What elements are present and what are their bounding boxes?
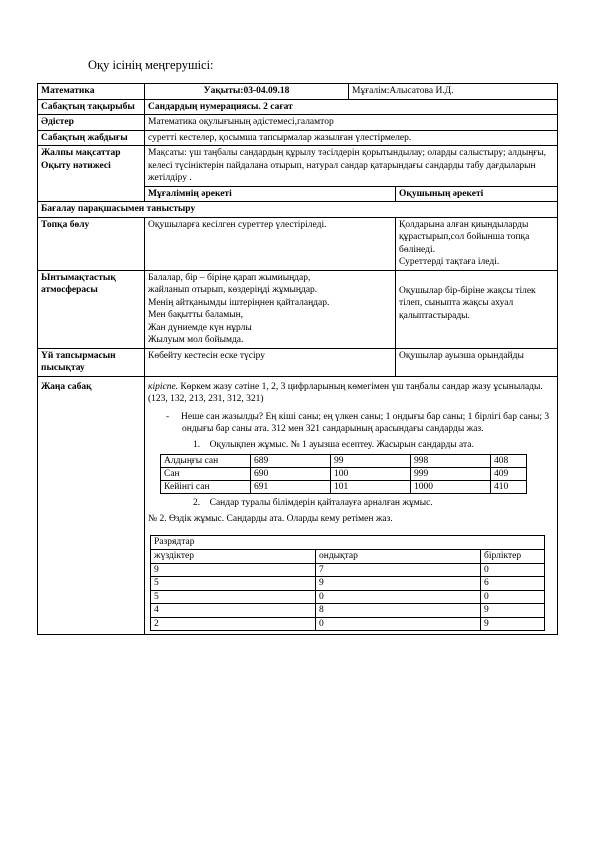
table-cell: 999 bbox=[411, 468, 491, 481]
table-cell: 9 bbox=[316, 577, 481, 591]
table-cell: 998 bbox=[411, 455, 491, 468]
goals-row bbox=[38, 146, 558, 187]
exercise-1-item bbox=[193, 439, 554, 452]
table-cell: 9 bbox=[481, 604, 545, 618]
homework-label: Үй тапсырмасын пысықтау bbox=[38, 348, 145, 376]
intro-paragraph bbox=[148, 381, 554, 406]
header-row bbox=[38, 84, 558, 100]
text-line: Балалар, бір – біріңе қарап жымиыңдар, bbox=[148, 272, 311, 283]
intro-italic: кіріспе. bbox=[148, 381, 179, 392]
exercise-2-text: № 2. Өздік жұмыс. Сандарды ата. Оларды кему ретімен жаз. bbox=[148, 513, 393, 524]
exercise-2-heading bbox=[193, 497, 554, 510]
table-cell: 689 bbox=[251, 455, 331, 468]
header-hundreds: жүздіктер bbox=[151, 550, 316, 564]
equipment-label: Сабақтың жабдығы bbox=[38, 130, 145, 146]
group-row bbox=[38, 217, 558, 270]
text-line: Жылуым мол бойымда. bbox=[148, 335, 244, 345]
table-cell: 6 bbox=[481, 577, 545, 591]
text-line: Оқушылар бір-біріне жақсы тілек тілеп, сыныпта жақсы ахуал қалыптастырады. bbox=[399, 285, 536, 321]
cooperation-teacher bbox=[145, 270, 396, 348]
table-row bbox=[151, 563, 545, 577]
group-student bbox=[396, 217, 558, 270]
table-cell: 690 bbox=[251, 468, 331, 481]
goals-label: Жалпы мақсаттар Оқыту нәтижесі bbox=[38, 146, 145, 202]
table-row bbox=[151, 590, 545, 604]
item-1-text: Оқулықпен жұмыс. № 1 ауызша есептеу. Жасырын сандарды ата. bbox=[209, 439, 474, 450]
table-cell: 7 bbox=[316, 563, 481, 577]
table-cell: 691 bbox=[251, 481, 331, 494]
table-row bbox=[161, 481, 527, 494]
section-row bbox=[38, 202, 558, 218]
text-line: Жан дүниемде күн нұрлы bbox=[148, 322, 252, 333]
text-line: Мен бақытты баламын, bbox=[148, 310, 244, 320]
group-teacher bbox=[145, 217, 396, 270]
place-value-title-row bbox=[151, 536, 545, 550]
student-activity-header: Оқушының әрекеті bbox=[396, 186, 558, 202]
methods-value: Математика оқулығының әдістемесі,галамтор bbox=[145, 115, 558, 131]
equipment-value: суретті кестелер, қосымша тапсырмалар жазылған үлестірмелер. bbox=[145, 130, 558, 146]
question-item bbox=[166, 411, 554, 436]
text-line: Суреттерді тақтаға іледі. bbox=[399, 257, 500, 267]
cooperation-label: Ынтымақтастық атмосферасы bbox=[38, 270, 145, 348]
table-cell: 5 bbox=[151, 590, 316, 604]
topic-value: Сандардың нумерациясы. 2 сағат bbox=[145, 99, 558, 115]
intro-text: Көркем жазу сәтіне 1, 2, 3 цифрларының көмегімен үш таңбалы сандар жазу ұсынылады. (123, 132, 213, 231, 312, 321) bbox=[148, 381, 543, 404]
topic-label: Сабақтың тақырыбы bbox=[38, 99, 145, 115]
table-cell: Кейінгі сан bbox=[161, 481, 251, 494]
teacher-name-cell: Мұғалім:Алысатова И.Д. bbox=[349, 84, 558, 100]
table-cell: 0 bbox=[481, 590, 545, 604]
teacher-activity-header: Мұғалімнің әрекеті bbox=[145, 186, 396, 202]
table-cell: 100 bbox=[331, 468, 411, 481]
equipment-row bbox=[38, 130, 558, 146]
text-line: Қолдарына алған қиындыларды құрастырып,сол бойынша топқа бөлінеді. bbox=[399, 219, 530, 255]
item-2-marker: 2. bbox=[193, 498, 201, 508]
lesson-plan-table bbox=[37, 83, 558, 635]
methods-row bbox=[38, 115, 558, 131]
dash-marker: - bbox=[166, 411, 170, 422]
subject-cell: Математика bbox=[38, 84, 145, 100]
text-line: Көбейту кестесін еске түсіру bbox=[148, 350, 265, 361]
new-lesson-row bbox=[38, 376, 558, 635]
new-lesson-label: Жаңа сабақ bbox=[38, 376, 145, 635]
place-value-title: Разрядтар bbox=[151, 536, 545, 550]
table-cell: Алдыңғы сан bbox=[161, 455, 251, 468]
table-row bbox=[151, 617, 545, 631]
homework-teacher bbox=[145, 348, 396, 376]
time-cell: Уақыты:03-04.09.18 bbox=[145, 84, 349, 100]
header-ones: бірліктер bbox=[481, 550, 545, 564]
table-cell: 9 bbox=[151, 563, 316, 577]
homework-student bbox=[396, 348, 558, 376]
table-row bbox=[151, 577, 545, 591]
cooperation-student bbox=[396, 270, 558, 348]
text-line: Менің айтқанымды іштеріңнен қайталаңдар. bbox=[148, 297, 330, 308]
table-cell: 8 bbox=[316, 604, 481, 618]
new-lesson-content bbox=[145, 376, 558, 635]
text-line: Оқушылар ауызша орындайды bbox=[399, 350, 524, 361]
table-cell: 0 bbox=[316, 617, 481, 631]
table-cell: 0 bbox=[316, 590, 481, 604]
place-value-header-row bbox=[151, 550, 545, 564]
item-2-text: Сандар туралы білімдерін қайталауға арналған жұмыс. bbox=[209, 498, 433, 508]
table-cell: 99 bbox=[331, 455, 411, 468]
table-cell: 9 bbox=[481, 617, 545, 631]
item-1-marker: 1. bbox=[193, 439, 201, 450]
homework-row bbox=[38, 348, 558, 376]
table-cell: 409 bbox=[491, 468, 527, 481]
place-value-table bbox=[150, 535, 545, 631]
methods-label: Әдістер bbox=[38, 115, 145, 131]
group-label: Топқа бөлу bbox=[38, 217, 145, 270]
question-text: Неше сан жазылды? Ең кіші саны; ең үлкен саны; 1 ондығы бар саны; 1 бірлігі бар саны; 3 ондығы бар саны ата. 312 мен 321 сандарының арасындағы сандарды жаз. bbox=[181, 411, 550, 434]
section-title: Бағалау парақшасымен таныстыру bbox=[38, 202, 558, 218]
number-sequence-table bbox=[160, 454, 527, 494]
goals-text: Мақсаты: үш таңбалы сандардың құрылу тәсілдерін қорытындылау; оларды салыстыру; алдыңғы, келесі түсініктерін пайдалана отырып, натурал сандар қатарындағы сандарды табу дағдыларын жетілдіру . bbox=[145, 146, 558, 187]
text-line: Оқушыларға кесілген суреттер үлестіріледі. bbox=[148, 219, 327, 230]
page-heading: Оқу ісінің меңгерушісі: bbox=[88, 58, 214, 72]
table-cell: 5 bbox=[151, 577, 316, 591]
topic-row bbox=[38, 99, 558, 115]
header-tens: ондықтар bbox=[316, 550, 481, 564]
cooperation-row bbox=[38, 270, 558, 348]
table-cell: 2 bbox=[151, 617, 316, 631]
table-cell: Сан bbox=[161, 468, 251, 481]
table-row bbox=[161, 455, 527, 468]
table-cell: 410 bbox=[491, 481, 527, 494]
table-cell: 0 bbox=[481, 563, 545, 577]
table-cell: 1000 bbox=[411, 481, 491, 494]
table-cell: 408 bbox=[491, 455, 527, 468]
table-cell: 4 bbox=[151, 604, 316, 618]
text-line: жайланып отырып, көздеріңді жұмыңдар. bbox=[148, 285, 318, 295]
table-cell: 101 bbox=[331, 481, 411, 494]
table-row bbox=[161, 468, 527, 481]
table-row bbox=[151, 604, 545, 618]
